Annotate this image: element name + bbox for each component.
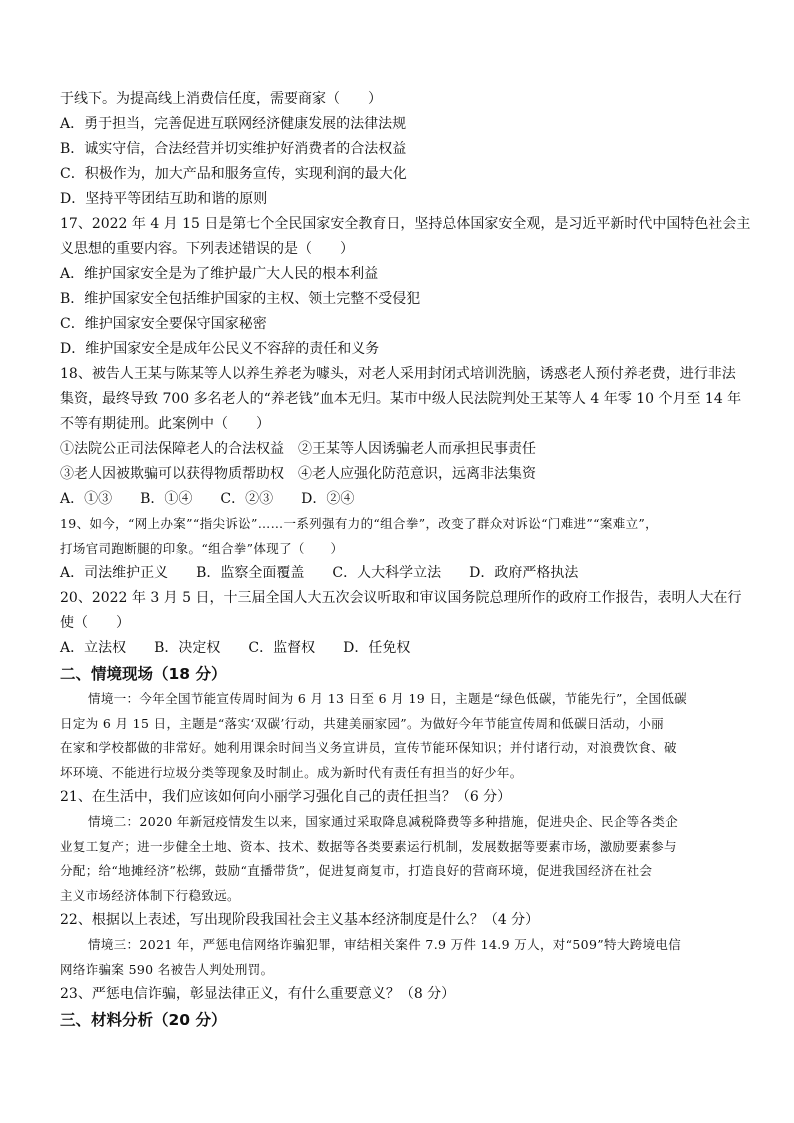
scenario-1-text: 情境一：今年全国节能宣传周时间为 6 月 13 日至 6 月 19 日，主题是“绿色低碳，节能先行”，全国低碳 [88,691,688,706]
question-20-stem: 使（ ） [60,615,130,631]
question-18-stem: 集资，最终导致 700 多名老人的“养老钱”血本无归。某市中级人民法院判处王某等人 4 年零 10 个月至 14 年 [60,391,742,407]
question-17-option-a: A．维护国家安全是为了维护最广大人民的根本利益 [60,266,379,282]
question-18-stem: 不等有期徒刑。此案例中（ ） [60,416,270,432]
question-17-option-c: C．维护国家安全要保守国家秘密 [60,316,267,332]
scenario-2-text: 主义市场经济体制下行稳致远。 [60,887,240,903]
scenario-3-text: 网络诈骗案 590 名被告人判处刑罚。 [60,961,274,977]
question-16-stem-continued: 于线下。为提高线上消费信任度，需要商家（ ） [60,91,382,107]
question-18-stem: 18、被告人王某与陈某等人以养生养老为噱头，对老人采用封闭式培训洗脑，诱惑老人预付养老费，进行非法 [60,366,736,382]
question-17-stem: 义思想的重要内容。下列表述错误的是（ ） [60,241,354,257]
scenario-2-text: 分配；给“地摊经济”松绑，鼓励“直播带货”，促进复商复市，打造良好的营商环境，促进我国经济在社会 [60,863,653,878]
question-18-statements: ③老人因被欺骗可以获得物质帮助权 ④老人应强化防范意识，远离非法集资 [60,466,536,482]
question-20-stem: 20、2022 年 3 月 5 日，十三届全国人大五次会议听取和审议国务院总理所作的政府工作报告，表明人大在行 [60,590,742,606]
scenario-1-text: 在家和学校都做的非常好。她利用课余时间当义务宣讲员，宣传节能环保知识；并付诸行动，对浪费饮食、破 [60,740,677,755]
question-19-stem: 19、如今，“网上办案”“指尖诉讼”……一系列强有力的“组合拳”，改变了群众对诉讼“门难进”“案难立”， [60,516,659,531]
question-16-option-a: A．勇于担当，完善促进互联网经济健康发展的法律法规 [60,116,407,132]
question-16-option-c: C．积极作为，加大产品和服务宣传，实现利润的最大化 [60,166,407,182]
exam-page [60,87,751,1033]
question-19-stem: 打场官司跑断腿的印象。“组合拳”体现了（ ） [60,540,344,556]
scenario-2-text: 业复工复产；进一步健全土地、资本、技术、数据等各类要素运行机制，发展数据等要素市场，激励要素参与 [60,838,677,854]
question-16-option-d: D．坚持平等团结互助和谐的原则 [60,191,268,207]
question-18-statements: ①法院公正司法保障老人的合法权益 ②王某等人因诱骗老人而承担民事责任 [60,441,536,457]
question-18-options: A．①③ B．①④ C．②③ D．②④ [60,491,355,507]
question-16-option-b: B．诚实守信，合法经营并切实维护好消费者的合法权益 [60,141,407,157]
question-17-option-d: D．维护国家安全是成年公民义不容辞的责任和义务 [60,341,380,357]
scenario-2-text: 情境二：2020 年新冠疫情发生以来，国家通过采取降息减税降费等多种措施，促进央企、民企等各类企 [88,814,679,829]
section-title: 三、材料分析（20 分） [60,1011,227,1029]
scenario-1-text: 日定为 6 月 15 日，主题是“落实‘双碳’行动，共建美丽家园”。为做好今年节能宣传周和低碳日活动，小丽 [60,715,665,731]
question-23: 23、严惩电信诈骗，彰显法律正义，有什么重要意义？（8 分） [60,986,456,1002]
question-22: 22、根据以上表述，写出现阶段我国社会主义基本经济制度是什么？（4 分） [60,912,540,928]
question-20-options: A．立法权 B．决定权 C．监督权 D．任免权 [60,640,411,656]
scenario-1-text: 坏环境、不能进行垃圾分类等现象及时制止。成为新时代有责任有担当的好少年。 [60,764,523,780]
question-17-option-b: B．维护国家安全包括维护国家的主权、领土完整不受侵犯 [60,291,421,307]
question-21: 21、在生活中，我们应该如何向小丽学习强化自己的责任担当？（6 分） [60,789,512,805]
question-19-options: A．司法维护正义 B．监察全面覆盖 C．人大科学立法 D．政府严格执法 [60,565,579,581]
section-title: 二、情境现场（18 分） [60,665,227,683]
scenario-3-text: 情境三：2021 年，严惩电信网络诈骗犯罪，审结相关案件 7.9 万件 14.9 万人，对“509”特大跨境电信 [88,937,682,952]
question-17-stem: 17、2022 年 4 月 15 日是第七个全民国家安全教育日，坚持总体国家安全观，是习近平新时代中国特色社会主 [60,216,751,232]
